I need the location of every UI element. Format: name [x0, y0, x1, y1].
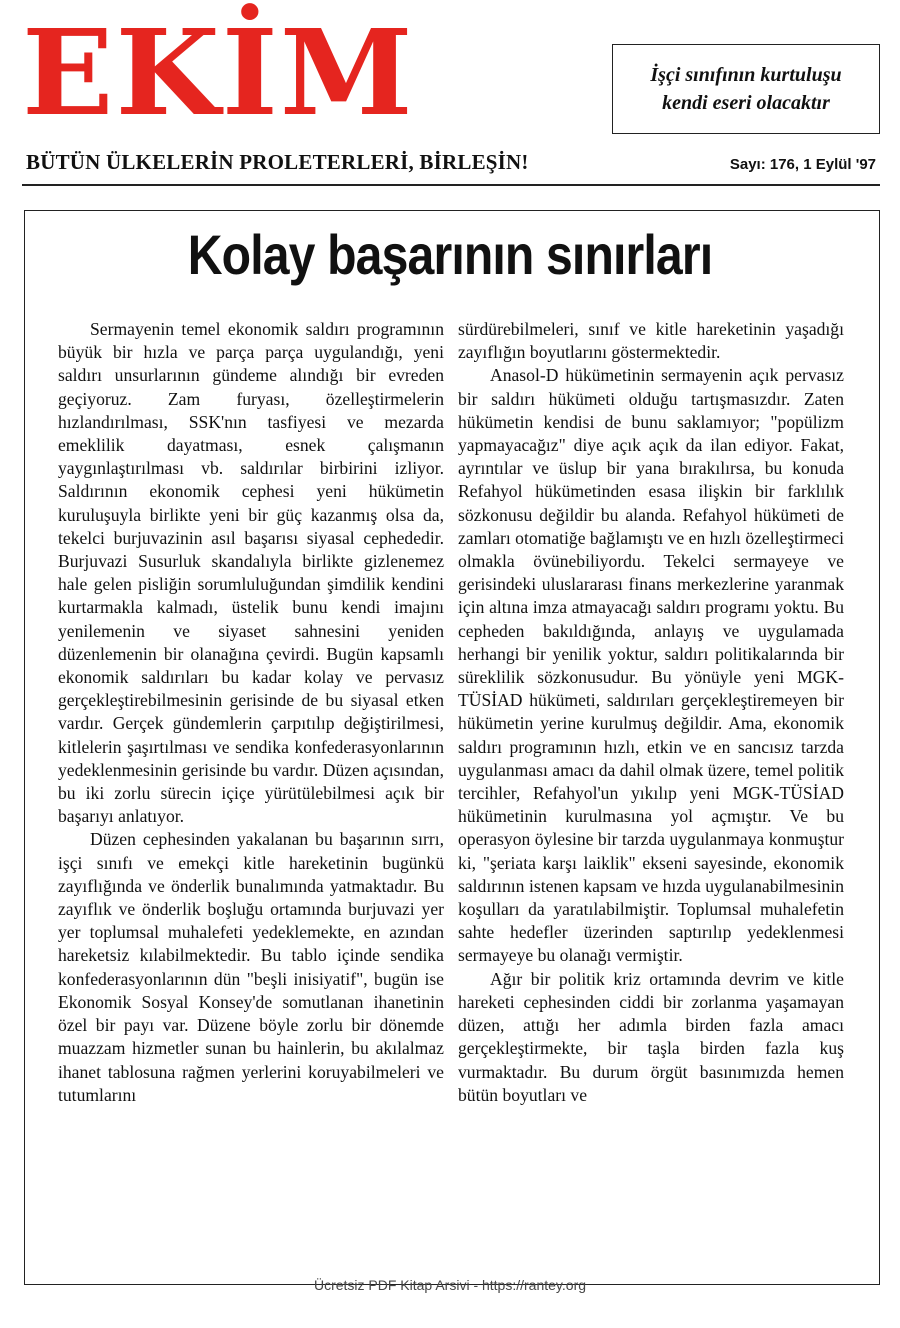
issue-info: Sayı: 176, 1 Eylül '97 — [729, 156, 876, 173]
paragraph: sürdürebilmeleri, sınıf ve kitle hareketinin yaşadığı zayıflığın boyutlarını göstermektedir. — [458, 319, 844, 363]
newspaper-title: EKİM — [22, 4, 415, 143]
motto-line-2: kendi eseri olacaktır — [662, 92, 830, 114]
paragraph: Sermayenin temel ekonomik saldırı programının büyük bir hızla ve parça parça uygulandığı, yeni saldırı unsurlarının gündeme alındığı bir evreden geçiyoruz. Zam furyası, özelleştirmelerin hızlandırılması, SSK'nın tasfiyesi ve mezarda emeklilik dayatması, esnek çalışmanın yaygınlaştırılması vb. saldırılar birbirini izliyor. Saldırının ekonomik cephesi yeni hükümetin kuruluşuyla birlikte yeni bir güç kazanmış olsa da, tekelci burjuvazinin asıl başarısı siyasal cephededir. Burjuvazi Susurluk skandalıyla birlikte gizlenemez hale gelen pisliğin sorumluluğundan şimdilik kendini kurtarmakla kalmadı, üstelik bunu kendi imajını yenilemenin ve siyaset sahnesini yeniden düzenlemenin bir olanağına çevirdi. Bugün kapsamlı ekonomik saldırıları bu kadar kolay ve pervasız gerçekleştirebilmesinin gerisinde de bu siyasal etken vardır. Gerçek gündemlerin çarpıtılıp değiştirilmesi, kitlelerin şaşırtılması ve sendika konfederasyonlarının yedeklenmesinin gerisinde bu vardır. Düzen açısından, bu iki zorlu sürecin içiçe yürütülebilmesi açık bir başarıyı anlatıyor. — [58, 319, 444, 827]
footer-watermark: Ücretsiz PDF Kitap Arsivi - https://rantey.org — [313, 1277, 587, 1293]
article-column-left — [58, 318, 444, 1107]
motto-box — [612, 44, 880, 134]
masthead-logo — [22, 4, 442, 144]
article-column-right — [458, 318, 844, 1107]
article-headline: Kolay başarının sınırları — [187, 223, 713, 286]
header-divider — [22, 184, 880, 186]
paragraph: Düzen cephesinden yakalanan bu başarının sırrı, işçi sınıfı ve emekçi kitle hareketinin bugünkü zayıflığında ve önderlik bunalımında yatmaktadır. Bu zayıflık ve önderlik boşluğu ortamında burjuvazi yer yer toplumsal muhalefeti yedeklemekte, en azından hareketsiz kılabilmektedir. Bu tablo içinde sendika konfederasyonlarının dün "beşli inisiyatif", bugün ise Ekonomik Sosyal Konsey'de somutlanan ihanetinin özel bir payı var. Düzene böyle zorlu bir dönemde muazzam hizmetler sunan bu hainlerin, bu akılalmaz ihanet tablosuna rağmen yerlerini koruyabilmeleri ve tutumlarını — [58, 829, 444, 1105]
slogan: BÜTÜN ÜLKELERİN PROLETERLERİ, BİRLEŞİN! — [26, 150, 529, 174]
motto-line-1: İşçi sınıfının kurtuluşu — [650, 64, 842, 86]
header-bar — [22, 150, 880, 186]
paragraph: Ağır bir politik kriz ortamında devrim ve kitle hareketi cephesinden ciddi bir zorlanma yaşamayan düzen, attığı her adımla birden fazla amacı gerçekleştirmekte, bir taşla birden fazla kuş vurmaktadır. Bu durum örgüt basınımızda hemen bütün boyutları ve — [458, 968, 844, 1105]
paragraph: Anasol-D hükümetinin sermayenin açık pervasız bir saldırı hükümeti olduğu tartışmasızdır. Zaten hükümetin kendisi de bunu saklamıyor; "popülizm yapmayacağız" diye açık açık da ilan ediyor. Fakat, ayrıntılar ve üslup bir yana bırakılırsa, bu konuda Refahyol hükümetinden esasa ilişkin bir farklılık sözkonusu değildir bu alanda. Refahyol hükümeti de zamları otomatiğe bağlamıştı ve en hızlı özelleştirmeci olmakla övünebiliyordu. Tekelci sermayeye ve gerisindeki uluslararası finans merkezlerine yaranmak için altına imza atmayacağı saldırı programı yoktu. Bu cepheden bakıldığında, anlayış ve uygulamada herhangi bir yenilik yoktur, saldırı politikalarında bir süreklilik sözkonusudur. Bu yönüyle yeni MGK-TÜSİAD hükümeti, saldırıları gerçekleştiremeyen bir hükümetin yerine kurulmuş değildir. Ama, ekonomik saldırı programının hızlı, etkin ve en sancısız tarzda uygulanması amacı da dahil olmak üzere, temel politik tercihler, Refahyol'un yıkılıp yeni MGK-TÜSİAD hükümetinin kurulmasına yol açmıştır. Ve bu operasyon öylesine bir tarzda uygulanmaya konmuştur ki, "şeriata karşı laiklik" ekseni sayesinde, ekonomik saldırının istenen kapsam ve hızda uygulanabilmesinin koşulları da yaratılabilmiştir. Toplumsal muhalefetin sahte hedefler üzerinden saptırılıp yedeklenmesi sermayeye bu olanağı vermiştir. — [458, 365, 844, 966]
